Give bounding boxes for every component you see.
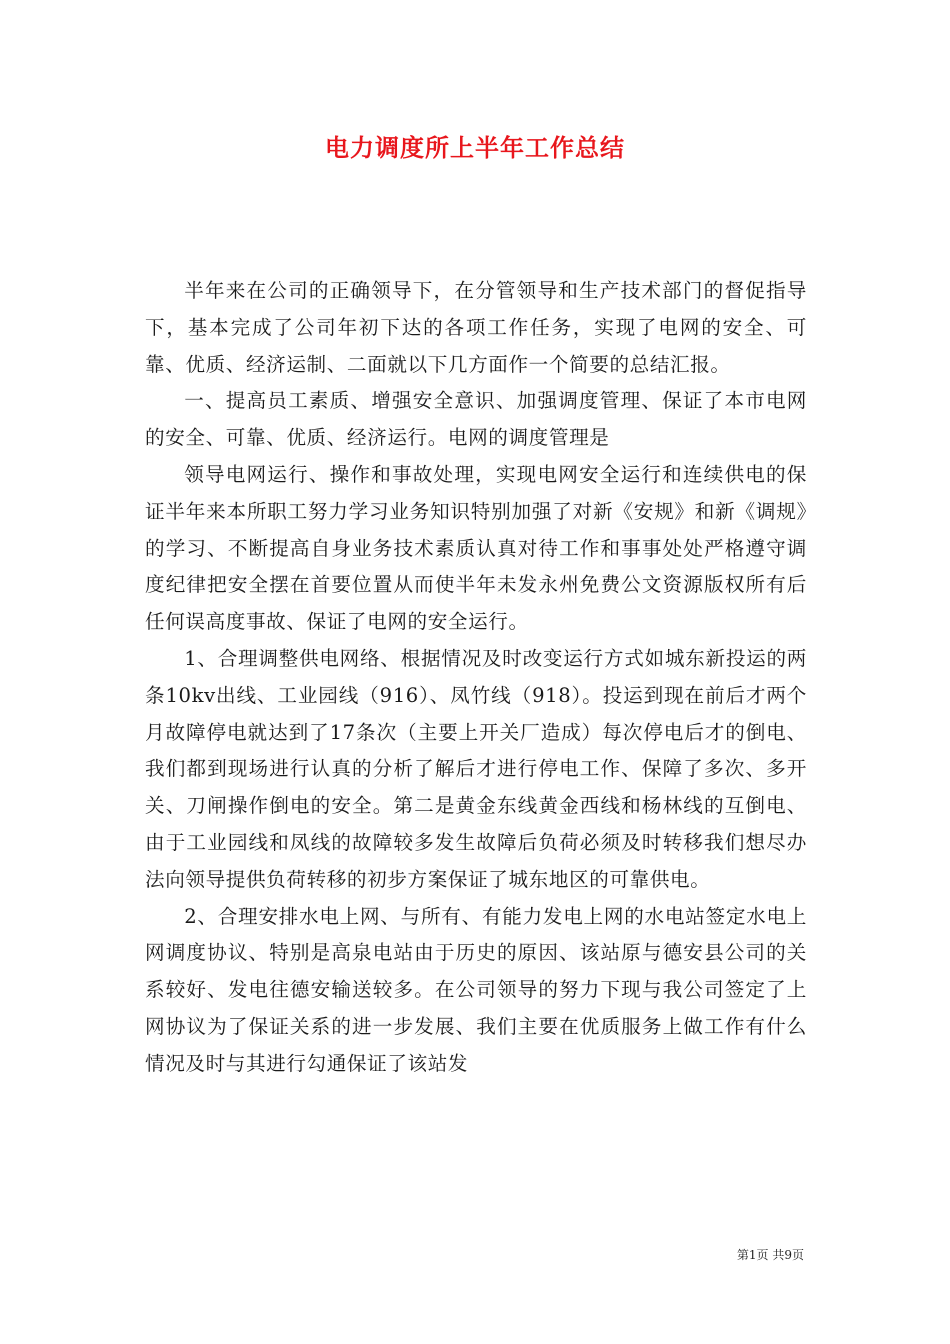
- footer-total-pages: 9: [784, 1248, 792, 1262]
- paragraph-section-one: 一、提高员工素质、增强安全意识、加强调度管理、保证了本市电网的安全、可靠、优质、经济运行。电网的调度管理是: [145, 389, 807, 450]
- document-body: [145, 273, 807, 1083]
- footer-prefix: 第: [736, 1248, 749, 1262]
- page-number-footer: [737, 1246, 804, 1263]
- document-title: 电力调度所上半年工作总结: [325, 133, 625, 162]
- paragraph-dispatch-management: 领导电网运行、操作和事故处理，实现电网安全运行和连续供电的保证半年来本所职工努力学习业务知识特别加强了对新《安规》和新《调规》的学习、不断提高自身业务技术素质认真对待工作和事事处处严格遵守调度纪律把安全摆在首要位置从而使半年未发永州免费公文资源版权所有后任何误高度事故、保证了电网的安全运行。: [145, 462, 807, 634]
- footer-current-page: 1: [748, 1248, 757, 1262]
- paragraph-item-one: 1、合理调整供电网络、根据情况及时改变运行方式如城东新投运的两条10kv出线、工业园线（916）、凤竹线（918）。投运到现在前后才两个月故障停电就达到了17条次（主要上开关厂造成）每次停电后才的倒电、我们都到现场进行认真的分析了解后才进行停电工作、保障了多次、多开关、刀闸操作倒电的安全。第二是黄金东线黄金西线和杨林线的互倒电、由于工业园线和凤线的故障较多发生故障后负荷必须及时转移我们想尽办法向领导提供负荷转移的初步方案保证了城东地区的可靠供电。: [145, 646, 807, 891]
- paragraph-item-two: 2、合理安排水电上网、与所有、有能力发电上网的水电站签定水电上网调度协议、特别是高泉电站由于历史的原因、该站原与德安县公司的关系较好、发电往德安输送较多。在公司领导的努力下现与我公司签定了上网协议为了保证关系的进一步发展、我们主要在优质服务上做工作有什么情况及时与其进行勾通保证了该站发: [145, 904, 807, 1075]
- footer-middle: 页 共: [756, 1248, 785, 1262]
- paragraph-intro: 半年来在公司的正确领导下，在分管领导和生产技术部门的督促指导下，基本完成了公司年初下达的各项工作任务，实现了电网的安全、可靠、优质、经济运制、二面就以下几方面作一个简要的总结汇报。: [145, 279, 807, 376]
- footer-suffix: 页: [791, 1248, 804, 1262]
